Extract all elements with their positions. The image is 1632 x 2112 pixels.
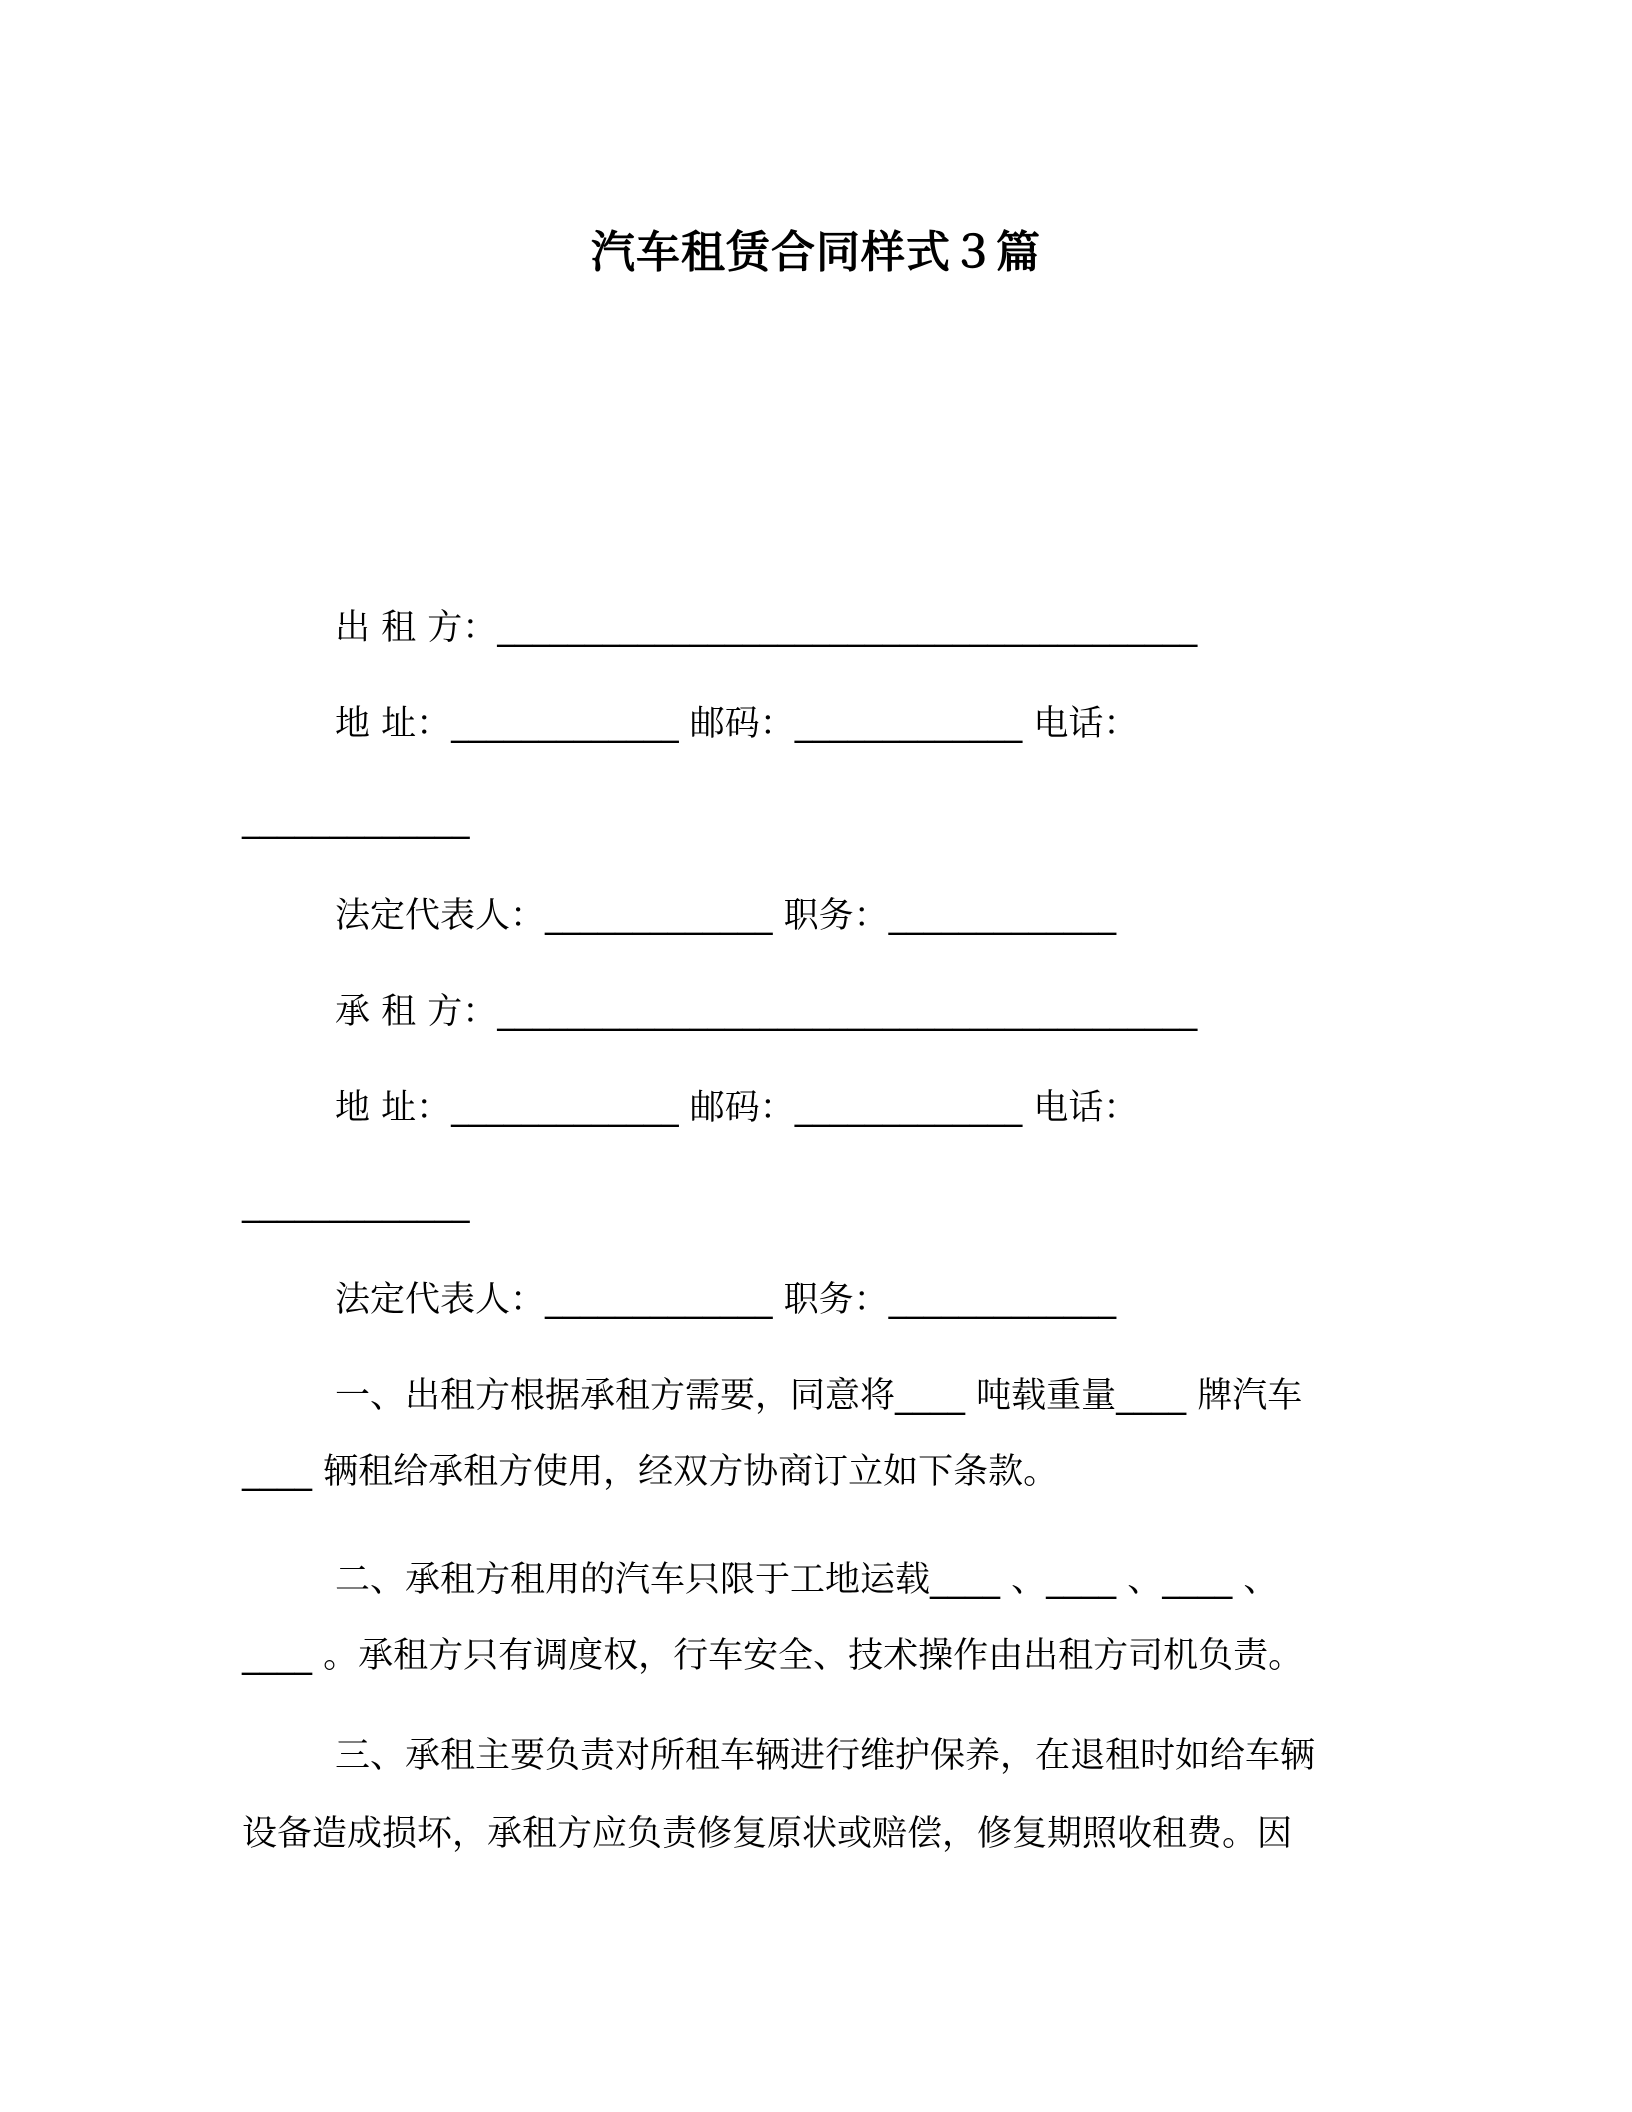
lessee-address-line: 地 址：_____________ 邮码：_____________ 电话： (335, 1088, 1139, 1128)
clause-two-line-2: ____ 。承租方只有调度权，行车安全、技术操作由出租方司机负责。 (242, 1636, 1304, 1676)
lessor-address-line: 地 址：_____________ 邮码：_____________ 电话： (335, 704, 1139, 744)
lessee-representative-line: 法定代表人：_____________ 职务：_____________ (335, 1280, 1117, 1320)
lessor-representative-line: 法定代表人：_____________ 职务：_____________ (335, 896, 1117, 936)
lessee-phone-blank-line: _____________ (242, 1184, 470, 1224)
document-title: 汽车租赁合同样式３篇 (591, 227, 1041, 278)
clause-one-line-1: 一、出租方根据承租方需要，同意将____ 吨载重量____ 牌汽车 (335, 1376, 1303, 1416)
lessee-name-line: 承 租 方：________________________________________ (335, 992, 1198, 1032)
clause-one-line-2: ____ 辆租给承租方使用，经双方协商订立如下条款。 (242, 1452, 1059, 1492)
clause-three-line-1: 三、承租主要负责对所租车辆进行维护保养，在退租时如给车辆 (335, 1736, 1316, 1776)
clause-two-line-1: 二、承租方租用的汽车只限于工地运载____ 、____ 、____ 、 (335, 1560, 1279, 1600)
lessor-phone-blank-line: _____________ (242, 800, 470, 840)
lessor-name-line: 出 租 方：________________________________________ (335, 608, 1198, 648)
clause-three-line-2: 设备造成损坏，承租方应负责修复原状或赔偿，修复期照收租费。因 (242, 1814, 1293, 1854)
